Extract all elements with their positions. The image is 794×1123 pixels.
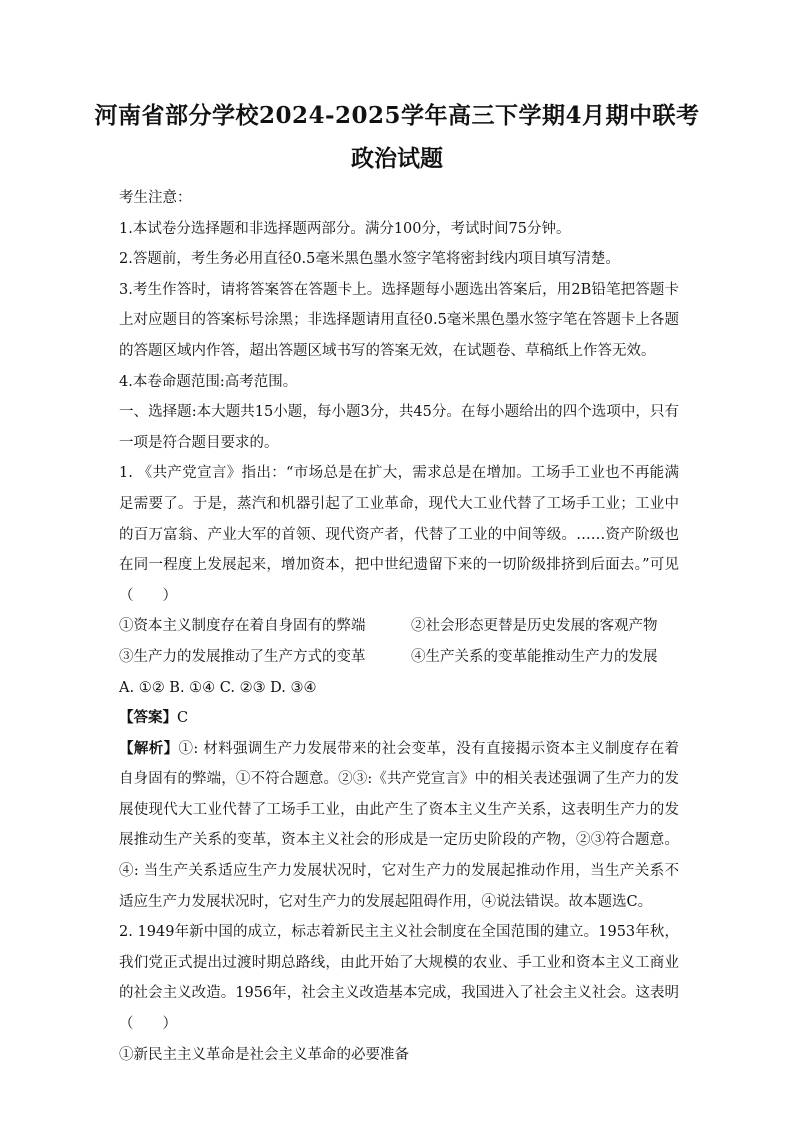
- question-1-option-1: ①资本主义制度存在着自身固有的弊端: [119, 618, 366, 635]
- document-subtitle: 政治试题: [351, 145, 443, 172]
- document-body: [119, 183, 679, 1070]
- question-2-stem: 2. 1949年新中国的成立，标志着新民主主义社会制度在全国范围的建立。1953年秋，我们党正式提出过渡时期总路线，由此开始了大规模的农业、手工业和资本主义工商业的社会主义改造。1956年，社会主义改造基本完成，我国进入了社会主义社会。这表明（ ）: [119, 924, 679, 1033]
- notice-item-3: 3.考生作答时，请将答案答在答题卡上。选择题每小题选出答案后，用2B铅笔把答题卡上对应题目的答案标号涂黑；非选择题请用直径0.5毫米黑色墨水签字笔在答题卡上各题的答题区域内作答，超出答题区域书写的答案无效，在试题卷、草稿纸上作答无效。: [119, 281, 679, 359]
- question-1-analysis: [119, 734, 679, 918]
- notice-item-1: 1.本试卷分选择题和非选择题两部分。满分100分，考试时间75分钟。: [119, 220, 571, 237]
- question-2-option-1: ①新民主主义革命是社会主义革命的必要准备: [119, 1046, 409, 1063]
- notice-item-4: 4.本卷命题范围:高考范围。: [119, 373, 298, 390]
- answer-label: 【答案】: [119, 709, 177, 727]
- question-1-option-2: ②社会形态更替是历史发展的客观产物: [411, 618, 658, 635]
- question-1-choices: A. ①② B. ①④ C. ②③ D. ③④: [119, 679, 317, 696]
- answer-value: C: [177, 710, 189, 727]
- analysis-label: 【解析】: [119, 739, 179, 757]
- document-title: 河南省部分学校2024-2025学年高三下学期4月期中联考: [94, 102, 700, 129]
- question-1-options-row-2: [119, 642, 679, 673]
- notice-heading: 考生注意：: [119, 190, 192, 206]
- question-1-stem: 1. 《共产党宣言》指出：“市场总是在扩大，需求总是在增加。工场手工业也不再能满足需要了。于是，蒸汽和机器引起了工业革命，现代大工业代替了工场手工业；工业中的百万富翁、产业大军的首领、现代资产者，代替了工业的中间等级。……资产阶级也在同一程度上发展起来，增加资本，把中世纪遗留下来的一切阶级排挤到后面去。”可见（ ）: [119, 465, 679, 604]
- notice-item-2: 2.答题前，考生务必用直径0.5毫米黑色墨水签字笔将密封线内项目填写清楚。: [119, 251, 620, 268]
- analysis-text: ①: 材料强调生产力发展带来的社会变革，没有直接揭示资本主义制度存在着自身固有的弊端，①不符合题意。②③:《共产党宣言》中的相关表述强调了生产力的发展使现代大工业代替了工场手工业，由此产生了资本主义生产关系，这表明生产力的发展推动生产关系的变革，资本主义社会的形成是一定历史阶段的产物，②③符合题意。④: 当生产关系适应生产力发展状况时，它对生产力的发展起推动作用，当生产关系不适应生产力发展状况时，它对生产力的发展起阻碍作用，④说法错误。故本题选C。: [119, 740, 679, 910]
- question-1-options-row-1: [119, 611, 679, 642]
- question-1-option-4: ④生产关系的变革能推动生产力的发展: [411, 648, 658, 665]
- section-intro: 一、选择题:本大题共15小题，每小题3分，共45分。在每小题给出的四个选项中，只有一项是符合题目要求的。: [119, 404, 679, 451]
- question-1-option-3: ③生产力的发展推动了生产方式的变革: [119, 648, 366, 665]
- question-1-answer: [119, 703, 679, 734]
